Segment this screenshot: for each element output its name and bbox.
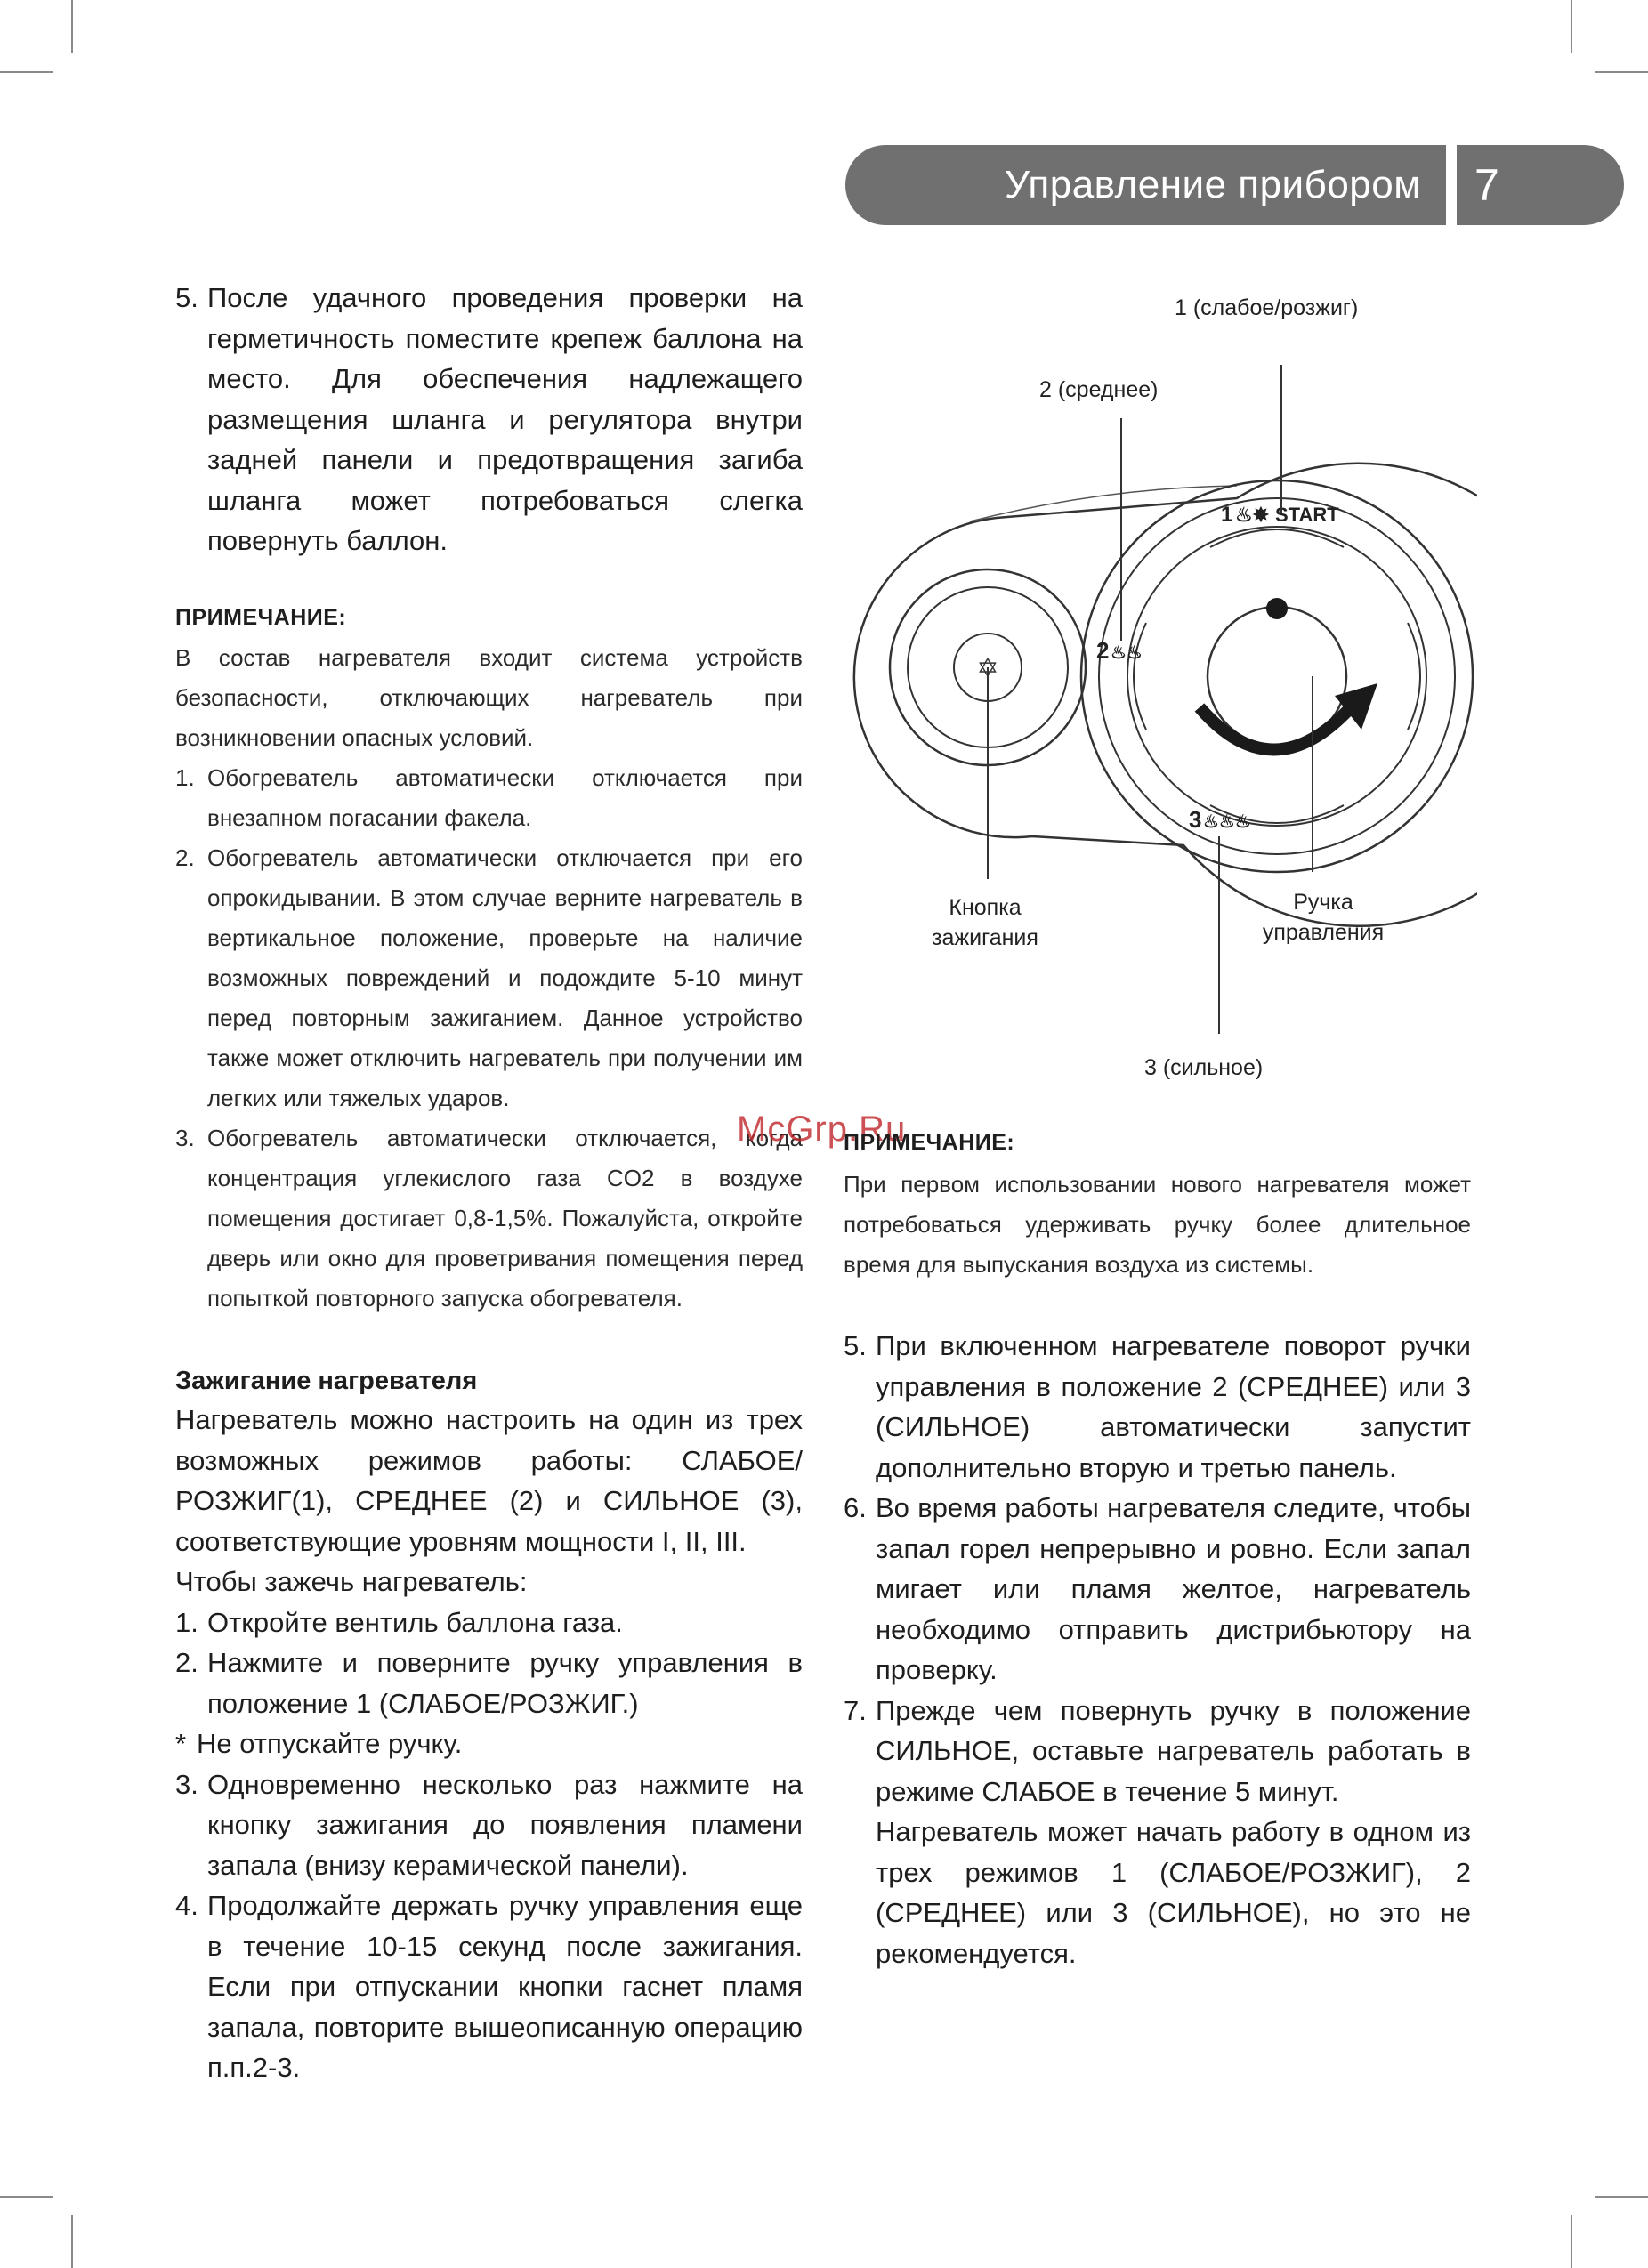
- rotation-arrow: [1200, 707, 1351, 750]
- list-text: Нажмите и поверните ручку управления в положение 1 (СЛАБОЕ/РОЗЖИГ.): [207, 1647, 803, 1719]
- control-panel-diagram: [836, 285, 1477, 1112]
- list-number: 5.: [175, 282, 198, 313]
- list-item: [175, 758, 803, 838]
- list-number: 3.: [175, 1768, 198, 1800]
- flame-spark-icon: ♨✸: [1235, 504, 1270, 526]
- list-number: 4.: [175, 1890, 198, 1921]
- note-text: При первом использовании нового нагревателя может потребоваться удерживать ручку более длительное время для выпускания воздуха из системы.: [844, 1171, 1471, 1278]
- list-item: [844, 1691, 1471, 1812]
- list-text: Обогреватель автоматически отключается при внезапном погасании факела.: [207, 764, 803, 831]
- mark-start: START: [1275, 504, 1339, 526]
- mark-position-1: 1: [1221, 503, 1233, 527]
- label-knob-line1: Ручка: [1293, 890, 1353, 915]
- knob-bezel: [1081, 480, 1473, 872]
- list-number: 3.: [175, 1125, 195, 1151]
- crop-mark: [0, 2196, 53, 2198]
- list-text: Откройте вентиль баллона газа.: [207, 1606, 623, 1638]
- list-text: Обогреватель автоматически отключается, когда концентрация углекислого газа CO2 в воздухе помещения достигает 0,8-1,5%. Пожалуйста, откройте дверь или окно для проветривания помещения перед попыткой повторного запуска обогревателя.: [207, 1125, 803, 1312]
- list-text: Нагреватель может начать работу в одном из трех режимов 1 (СЛАБОЕ/РОЗЖИГ), 2 (СРЕДНЕЕ) или 3 (СИЛЬНОЕ), но это не рекомендуется.: [876, 1816, 1471, 1969]
- crop-mark: [71, 2215, 73, 2268]
- closing-paragraph: [844, 1812, 1471, 1973]
- crop-mark: [71, 0, 73, 53]
- watermark: McGrp.Ru: [737, 1110, 907, 1149]
- left-note: [175, 605, 803, 1319]
- label-position-1: 1 (слабое/розжиг): [1175, 295, 1359, 320]
- list-item: [175, 1723, 803, 1764]
- list-text: Во время работы нагревателя следите, чтобы запал горел непрерывно и ровно. Если запал мигает или пламя желтое, нагреватель необходимо отправить дистрибьютору на проверку.: [876, 1492, 1471, 1685]
- label-position-2: 2 (среднее): [1039, 377, 1159, 402]
- right-note: [844, 1130, 1471, 1285]
- knob-face: [1127, 527, 1426, 826]
- section-intro: Нагреватель можно настроить на один из трех возможных режимов работы: СЛАБОЕ/РОЗЖИГ(1), СРЕДНЕЕ (2) и СИЛЬНОЕ (3), соответствующие уровням мощности I, II, III.: [175, 1404, 803, 1557]
- list-number: 1.: [175, 1606, 198, 1638]
- knob-ring: [1099, 498, 1455, 854]
- section-lead: Чтобы зажечь нагреватель:: [175, 1566, 528, 1597]
- list-item: [175, 1118, 803, 1319]
- left-step-5: [175, 278, 803, 561]
- crop-mark: [1595, 71, 1648, 73]
- flame-icon: ♨♨: [1111, 643, 1143, 663]
- list-text: После удачного проведения проверки на герметичность поместите крепеж баллона на место. Для обеспечения надлежащего размещения шланга и регулятора внутри задней панели и предотвращения загиба шланга может потребоваться слегка повернуть баллон.: [207, 282, 803, 556]
- spark-icon: ✡: [976, 654, 999, 683]
- list-number: 6.: [844, 1492, 867, 1523]
- label-ignition-line2: зажигания: [932, 925, 1038, 950]
- label-knob-line2: управления: [1262, 920, 1385, 945]
- knob-grip: [1408, 623, 1420, 730]
- list-item: [175, 1642, 803, 1723]
- list-number: 7.: [844, 1694, 867, 1726]
- list-text: Прежде чем повернуть ручку в положение СИЛЬНОЕ, оставьте нагреватель работать в режиме СЛАБОЕ в течение 5 минут.: [876, 1694, 1471, 1807]
- list-text: Продолжайте держать ручку управления еще в течение 10-15 секунд после зажигания. Если при отпускании кнопки гаснет пламя запала, повторите вышеописанную операцию п.п.2-3.: [207, 1890, 803, 2083]
- list-item: [844, 1488, 1471, 1691]
- list-number: 2.: [175, 844, 195, 871]
- list-number: 1.: [175, 764, 195, 791]
- right-steps: [844, 1326, 1471, 1973]
- list-number: 5.: [844, 1330, 867, 1361]
- list-item: [844, 1326, 1471, 1488]
- knob-grip: [1210, 529, 1344, 547]
- crop-mark: [1595, 2196, 1648, 2198]
- header-tab: [845, 145, 1446, 225]
- list-item: [175, 1764, 803, 1886]
- flame-icon: ♨♨♨: [1203, 812, 1251, 832]
- note-intro: В состав нагревателя входит система устройств безопасности, отключающих нагреватель при возникновении опасных условий.: [175, 644, 803, 751]
- list-text: Обогреватель автоматически отключается при его опрокидывании. В этом случае верните нагреватель в вертикальное положение, проверьте на наличие возможных повреждений и подождите 5-10 минут перед повторным зажиганием. Данное устройство также может отключить нагреватель при получении им легких или тяжелых ударов.: [207, 844, 803, 1111]
- list-item: [175, 838, 803, 1118]
- list-number: *: [175, 1728, 187, 1759]
- crop-mark: [1571, 0, 1572, 53]
- list-number: 2.: [175, 1647, 198, 1678]
- page-number: 7: [1457, 145, 1624, 225]
- knob-indicator-dot: [1266, 598, 1288, 619]
- label-position-3: 3 (сильное): [1144, 1055, 1264, 1080]
- list-text: Не отпускайте ручку.: [197, 1728, 463, 1759]
- list-text: При включенном нагревателе поворот ручки управления в положение 2 (СРЕДНЕЕ) или 3 (СИЛЬНОЕ) автоматически запустит дополнительно вторую и третью панель.: [876, 1330, 1471, 1483]
- left-ignition-section: [175, 1367, 803, 2088]
- label-ignition-line1: Кнопка: [949, 895, 1022, 920]
- crop-mark: [1571, 2215, 1572, 2268]
- knob-grip: [1134, 623, 1146, 730]
- list-item: [175, 1602, 803, 1643]
- section-heading: Зажигание нагревателя: [175, 1367, 478, 1395]
- mark-position-3: 3: [1189, 806, 1202, 833]
- page-section-title: Управление прибором: [1004, 163, 1421, 206]
- note-heading: ПРИМЕЧАНИЕ:: [175, 605, 347, 630]
- mark-position-2: 2: [1096, 637, 1110, 664]
- note-heading: ПРИМЕЧАНИЕ:: [844, 1130, 1015, 1155]
- list-text: Одновременно несколько раз нажмите на кнопку зажигания до появления пламени запала (внизу керамической панели).: [207, 1768, 803, 1881]
- list-item: [175, 1885, 803, 2088]
- crop-mark: [0, 71, 53, 73]
